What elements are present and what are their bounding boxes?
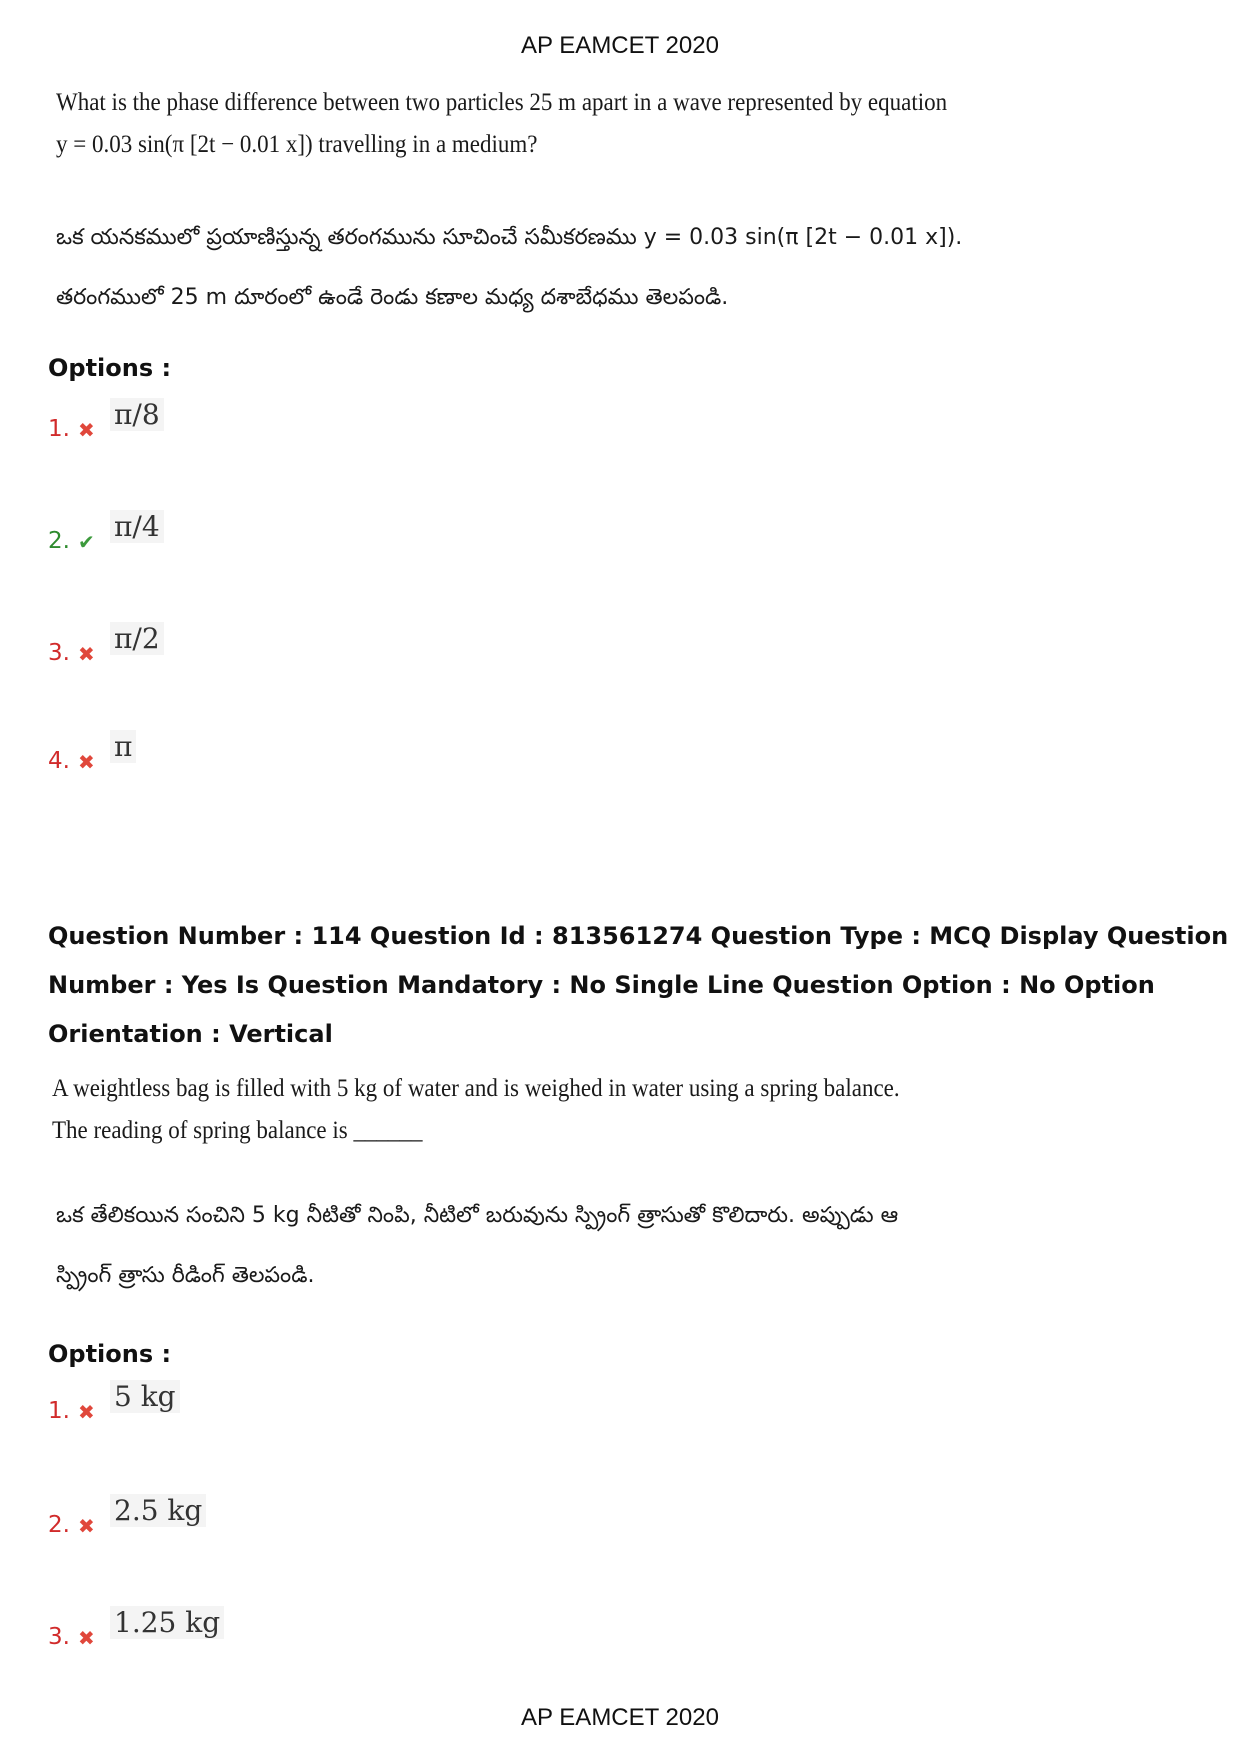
option-value: 2.5 kg [110,1494,206,1527]
question-line: ఒక యనకములో ప్రయాణిస్తున్న తరంగమును సూచించే సమీకరణము y = 0.03 sin(π [2t − 0.01 x]). [56,225,963,250]
option-value: π/4 [110,510,164,543]
question-line: ఒక తేలికయిన సంచిని 5 kg నీటితో నింపి, నీటిలో బరువును స్ప్రింగ్ త్రాసుతో కొలిదారు. అప్పుడు ఆ [56,1203,899,1228]
question-meta [48,912,1229,1059]
question-text-english [52,1068,900,1152]
option-value: π [110,730,136,763]
option-item[interactable] [48,622,448,672]
option-value: π/2 [110,622,164,655]
option-item[interactable] [48,1380,448,1430]
question-line: y = 0.03 sin(π [2t − 0.01 x]) travelling in a medium? [56,131,538,158]
option-number: 1. [48,1398,70,1424]
question-text-telugu [56,1186,898,1306]
wrong-mark-icon: ✖ [78,1400,95,1424]
option-number: 4. [48,748,70,774]
option-item[interactable] [48,730,448,780]
option-value: 1.25 kg [110,1606,224,1639]
question-line: తరంగములో 25 m దూరంలో ఉండే రెండు కణాల మధ్య దశాబేధము తెలపండి. [56,285,729,310]
option-item[interactable] [48,1494,448,1544]
option-number: 3. [48,1624,70,1650]
question-text-english [56,82,947,166]
question-text-telugu [56,208,962,328]
option-number: 2. [48,1512,70,1538]
wrong-mark-icon: ✖ [78,642,95,666]
wrong-mark-icon: ✖ [78,1514,95,1538]
wrong-mark-icon: ✖ [78,750,95,774]
question-line: What is the phase difference between two particles 25 m apart in a wave represented by equation [56,89,948,116]
option-number: 2. [48,528,70,554]
options-label: Options : [48,1340,172,1368]
meta-line: Question Number : 114 Question Id : 813561274 Question Type : MCQ Display Question [48,922,1229,950]
page-footer: AP EAMCET 2020 [521,1704,719,1731]
options-label: Options : [48,354,172,382]
page-header: AP EAMCET 2020 [521,32,719,59]
option-item[interactable] [48,1606,448,1656]
option-number: 1. [48,416,70,442]
meta-line: Orientation : Vertical [48,1020,333,1048]
question-line: స్ప్రింగ్ త్రాసు రీడింగ్ తెలపండి. [56,1263,315,1288]
option-item[interactable] [48,510,448,560]
option-number: 3. [48,640,70,666]
question-line: A weightless bag is filled with 5 kg of water and is weighed in water using a spring balance. [52,1075,900,1102]
option-item[interactable] [48,398,448,448]
wrong-mark-icon: ✖ [78,1626,95,1650]
option-value: π/8 [110,398,164,431]
option-value: 5 kg [110,1380,180,1413]
check-mark-icon: ✔ [78,530,95,554]
question-line: The reading of spring balance is ______ [52,1117,423,1144]
wrong-mark-icon: ✖ [78,418,95,442]
meta-line: Number : Yes Is Question Mandatory : No Single Line Question Option : No Option [48,971,1155,999]
